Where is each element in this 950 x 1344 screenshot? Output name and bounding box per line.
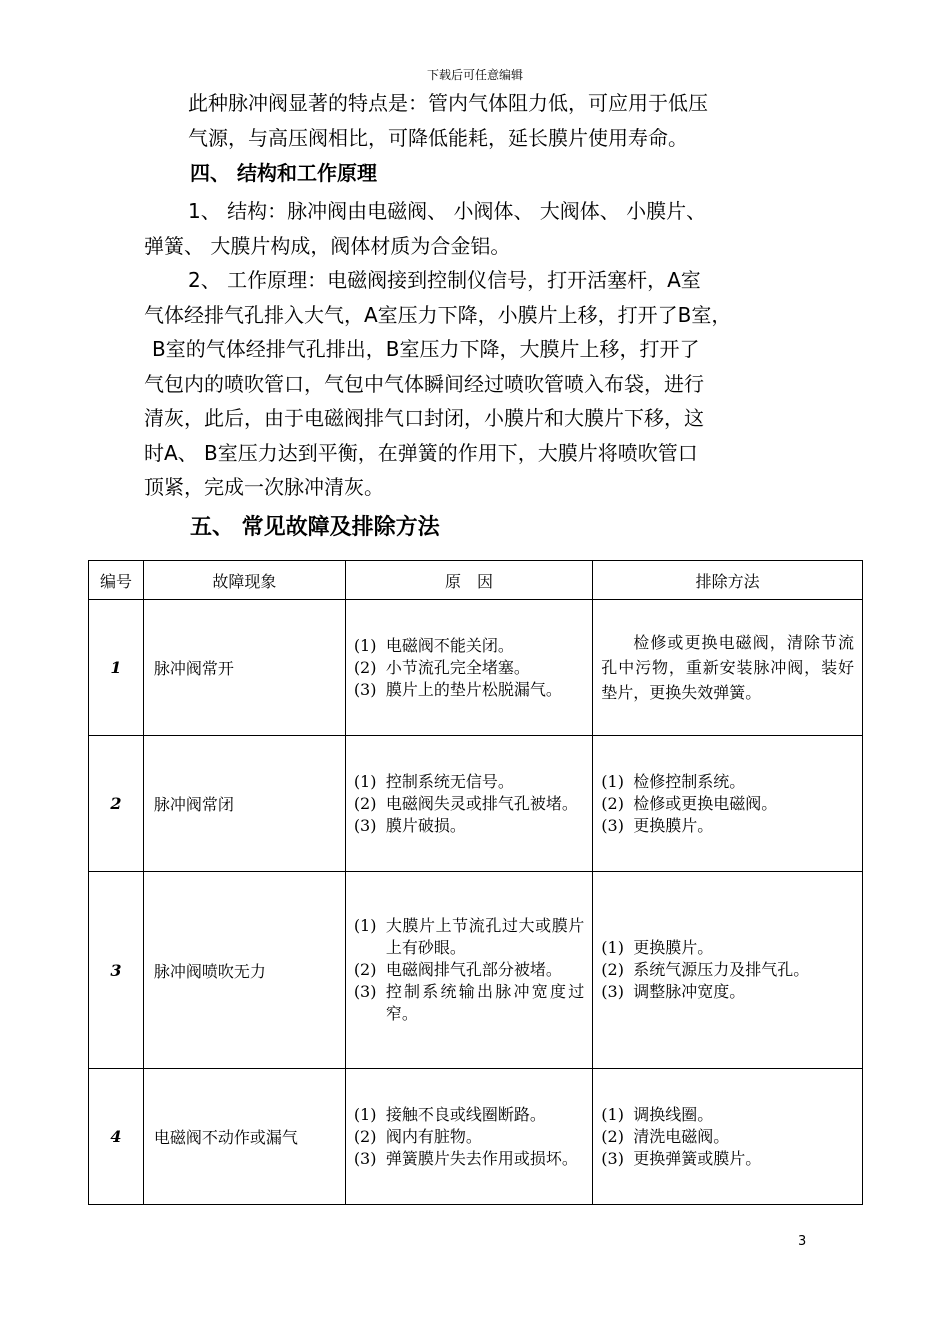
list-item (601, 1104, 854, 1126)
paragraph-line: 顶紧，完成一次脉冲清灰。 (144, 475, 384, 499)
table-row (89, 872, 863, 1069)
item-text: 系统气源压力及排气孔。 (633, 960, 810, 979)
row-fixes (593, 600, 863, 736)
list-item (354, 679, 584, 701)
list-item (354, 815, 584, 837)
item-index: (3) (353, 815, 377, 835)
row-causes (345, 872, 592, 1069)
item-text: 更换膜片。 (633, 938, 714, 957)
paragraph-line: 1、 结构：脉冲阀由电磁阀、 小阀体、 大阀体、 小膜片、 (188, 199, 707, 223)
row-causes (345, 1069, 592, 1205)
item-index: (2) (353, 960, 377, 979)
list-item (601, 959, 854, 981)
list-item (354, 635, 584, 657)
item-index: (2) (601, 960, 624, 979)
row-symptom: 脉冲阀喷吹无力 (143, 872, 345, 1069)
item-index: (1) (353, 771, 377, 791)
item-index: (1) (353, 1104, 377, 1124)
section-heading-4: 四、 结构和工作原理 (190, 161, 377, 185)
list-item (601, 815, 854, 837)
paragraph-line: 气源，与高压阀相比，可降低能耗，延长膜片使用寿命。 (188, 125, 688, 150)
row-symptom: 电磁阀不动作或漏气 (143, 1069, 345, 1205)
item-text: 控制系统无信号。 (385, 771, 514, 791)
paragraph-structure (144, 194, 816, 263)
item-index: (1) (601, 771, 624, 791)
row-number: 2 (89, 736, 144, 872)
paragraph-line: 气包内的喷吹管口，气包中气体瞬间经过喷吹管喷入布袋，进行 (144, 371, 704, 396)
paragraph-principle (144, 263, 816, 505)
list-item (601, 1148, 854, 1170)
paragraph-line: 时A、 B室压力达到平衡，在弹簧的作用下，大膜片将喷吹管口 (144, 440, 698, 465)
item-text: 弹簧膜片失去作用或损坏。 (385, 1148, 578, 1168)
list-item (354, 793, 584, 815)
row-fixes (593, 1069, 863, 1205)
item-index: (3) (353, 679, 377, 699)
item-index: (2) (601, 1126, 624, 1146)
header-symptom: 故障现象 (143, 561, 345, 600)
row-causes (345, 600, 592, 736)
row-fixes (593, 872, 863, 1069)
row-symptom: 脉冲阀常闭 (143, 736, 345, 872)
item-text: 电磁阀不能关闭。 (385, 635, 514, 655)
item-index: (1) (601, 938, 624, 957)
item-index: (3) (601, 1148, 624, 1168)
list-item (354, 1126, 584, 1148)
item-text: 调整脉冲宽度。 (633, 982, 746, 1001)
table-row (89, 736, 863, 872)
item-text: 接触不良或线圈断路。 (385, 1104, 546, 1124)
list-item (354, 657, 584, 679)
item-text: 阀内有脏物。 (385, 1126, 482, 1146)
item-index: (1) (601, 1104, 624, 1124)
header-cause: 原 因 (345, 561, 592, 600)
row-number: 4 (89, 1069, 144, 1205)
list-item (354, 771, 584, 793)
item-text: 检修或更换电磁阀。 (633, 793, 778, 813)
row-number: 1 (89, 600, 144, 736)
fault-table (88, 560, 863, 1205)
item-text: 电磁阀排气孔部分被堵。 (385, 960, 562, 979)
list-item (601, 793, 854, 815)
list-item (601, 1126, 854, 1148)
header-fix: 排除方法 (593, 561, 863, 600)
item-text: 电磁阀失灵或排气孔被堵。 (385, 793, 578, 813)
item-text: 膜片破损。 (385, 815, 466, 835)
item-text: 小节流孔完全堵塞。 (385, 657, 530, 677)
item-text: 更换弹簧或膜片。 (633, 1148, 762, 1168)
item-index: (3) (601, 982, 624, 1001)
item-text: 调换线圈。 (633, 1104, 714, 1124)
item-text: 大膜片上节流孔过大或膜片上有砂眼。 (385, 916, 585, 957)
list-item (354, 981, 584, 1025)
item-index: (2) (353, 657, 377, 677)
row-fixes (593, 736, 863, 872)
item-index: (3) (353, 982, 377, 1001)
paragraph-line: 气体经排气孔排入大气，A室压力下降，小膜片上移，打开了B室， (144, 302, 732, 327)
fix-text: 检修或更换电磁阀，清除节流孔中污物，重新安装脉冲阀，装好垫片，更换失效弹簧。 (601, 633, 854, 702)
page-header-note: 下载后可任意编辑 (426, 68, 523, 82)
table-row (89, 1069, 863, 1205)
paragraph-features (144, 86, 816, 155)
paragraph-line: 清灰，此后，由于电磁阀排气口封闭，小膜片和大膜片下移，这 (144, 406, 704, 430)
list-item (601, 937, 854, 959)
list-item (354, 1148, 584, 1170)
item-text: 更换膜片。 (633, 815, 714, 835)
paragraph-line: 此种脉冲阀显著的特点是：管内气体阻力低，可应用于低压 (188, 91, 708, 115)
item-index: (2) (353, 793, 377, 813)
paragraph-line: 弹簧、 大膜片构成，阀体材质为合金铝。 (144, 233, 511, 258)
table-row (89, 600, 863, 736)
header-num: 编号 (89, 561, 144, 600)
section-heading-5: 五、 常见故障及排除方法 (190, 515, 440, 540)
row-causes (345, 736, 592, 872)
item-index: (2) (601, 793, 624, 813)
row-number: 3 (89, 872, 144, 1069)
item-text: 控制系统输出脉冲宽度过窄。 (385, 982, 585, 1023)
row-symptom: 脉冲阀常开 (143, 600, 345, 736)
list-item (601, 981, 854, 1003)
item-index: (3) (353, 1148, 377, 1168)
list-item (354, 1104, 584, 1126)
item-text: 清洗电磁阀。 (633, 1126, 730, 1146)
list-item (354, 915, 584, 959)
item-index: (1) (353, 916, 377, 935)
list-item (354, 959, 584, 981)
item-index: (2) (353, 1126, 377, 1146)
page-number: 3 (798, 1234, 807, 1249)
item-index: (3) (601, 815, 624, 835)
paragraph-line: 2、 工作原理：电磁阀接到控制仪信号，打开活塞杆，A室 (188, 268, 701, 292)
paragraph-line: B室的气体经排气孔排出，B室压力下降，大膜片上移，打开了 (152, 337, 700, 361)
item-text: 膜片上的垫片松脱漏气。 (385, 679, 562, 699)
item-text: 检修控制系统。 (633, 771, 746, 791)
table-header-row (89, 561, 863, 600)
list-item (601, 771, 854, 793)
item-index: (1) (353, 635, 377, 655)
